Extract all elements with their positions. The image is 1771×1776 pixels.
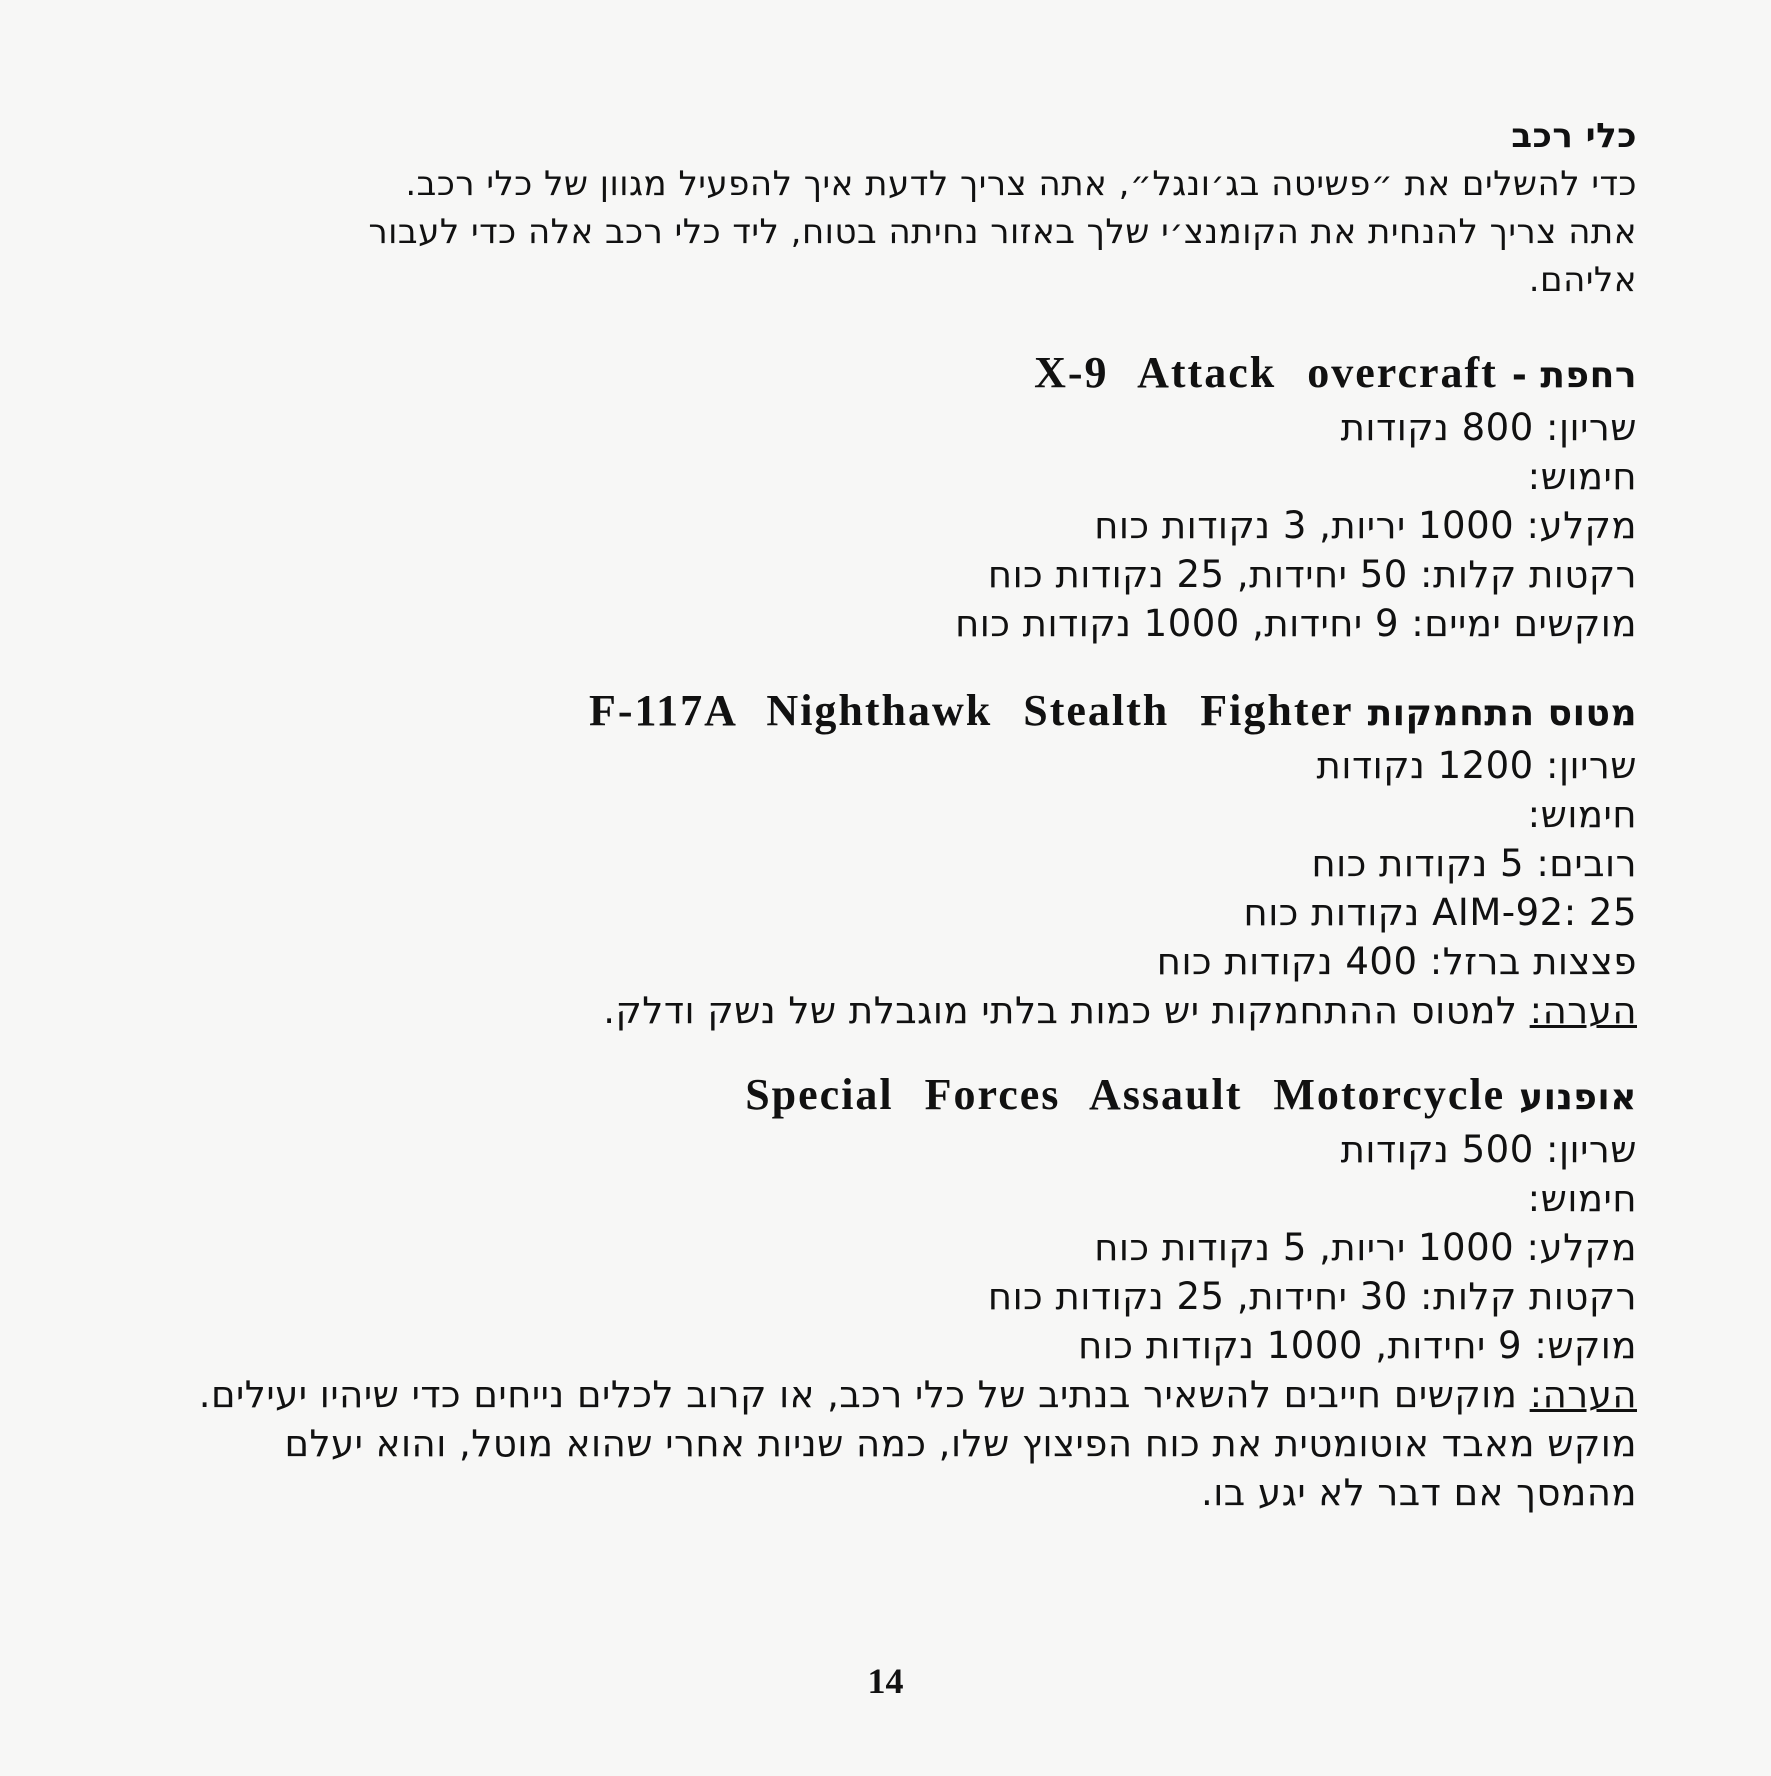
vehicle-heading — [157, 346, 1637, 403]
weapon-line: רקטות קלות: 50 יחידות, 25 נקודות כוח — [987, 553, 1637, 596]
weapon-line: מקלע: 1000 יריות, 5 נקודות כוח — [1094, 1226, 1637, 1269]
vehicle-name-hebrew: אופנוע — [1519, 1077, 1637, 1118]
intro-section — [157, 112, 1637, 304]
weapons-label: חימוש: — [1527, 793, 1637, 836]
armor-stat: שריון: 800 נקודות — [1340, 406, 1637, 449]
vehicle-name-hebrew: מטוס התחמקות — [1367, 693, 1637, 734]
note-label: הערה: — [1529, 989, 1637, 1032]
vehicle-name-english: Special Forces Assault Motorcycle — [745, 1070, 1506, 1119]
vehicle-name-hebrew: רחפת - — [1511, 355, 1637, 396]
weapons-label: חימוש: — [1527, 1177, 1637, 1220]
page-number: 14 — [867, 1661, 904, 1701]
weapon-line: AIM-92: 25 נקודות כוח — [1243, 891, 1637, 934]
vehicle-heading — [157, 1068, 1637, 1125]
vehicle-hovercraft — [157, 346, 1637, 648]
vehicle-name-english: X-9 Attack overcraft — [1034, 348, 1498, 397]
note-label: הערה: — [1529, 1373, 1637, 1416]
note-text: מוקשים חייבים להשאיר בנתיב של כלי רכב, או קרוב לכלים נייחים כדי שיהיו יעילים. מוקש מאבד אוטומטית את כוח הפיצוץ שלו, כמה שניות אחרי שהוא מוטל, והוא יעלם מהמסך אם דבר לא יגע בו. — [198, 1373, 1637, 1514]
intro-line: אליהם. — [1528, 260, 1637, 300]
weapon-line: רובים: 5 נקודות כוח — [1311, 842, 1637, 885]
vehicle-heading — [157, 684, 1637, 741]
armor-stat: שריון: 500 נקודות — [1340, 1128, 1637, 1171]
note-text: למטוס ההתחמקות יש כמות בלתי מוגבלת של נשק ודלק. — [603, 989, 1518, 1032]
section-heading: כלי רכב — [1511, 116, 1637, 156]
note-paragraph — [157, 1370, 1637, 1517]
weapon-line: רקטות קלות: 30 יחידות, 25 נקודות כוח — [987, 1275, 1637, 1318]
weapons-label: חימוש: — [1527, 455, 1637, 498]
weapon-line: מקלע: 1000 יריות, 3 נקודות כוח — [1094, 504, 1637, 547]
armor-stat: שריון: 1200 נקודות — [1316, 744, 1637, 787]
vehicle-name-english: F-117A Nighthawk Stealth Fighter — [588, 686, 1354, 735]
weapon-line: פצצות ברזל: 400 נקודות כוח — [1156, 940, 1637, 983]
vehicle-stealth-fighter — [157, 684, 1637, 1035]
note-line — [157, 986, 1637, 1035]
intro-line: כדי להשלים את ״פשיטה בג׳ונגל״, אתה צריך לדעת איך להפעיל מגוון של כלי רכב. — [405, 164, 1637, 204]
weapon-line: מוקשים ימיים: 9 יחידות, 1000 נקודות כוח — [955, 602, 1637, 645]
intro-line: אתה צריך להנחית את הקומנצ׳י שלך באזור נחיתה בטוח, ליד כלי רכב אלה כדי לעבור — [368, 212, 1637, 252]
weapon-line: מוקש: 9 יחידות, 1000 נקודות כוח — [1078, 1324, 1637, 1367]
vehicle-motorcycle — [157, 1068, 1637, 1517]
